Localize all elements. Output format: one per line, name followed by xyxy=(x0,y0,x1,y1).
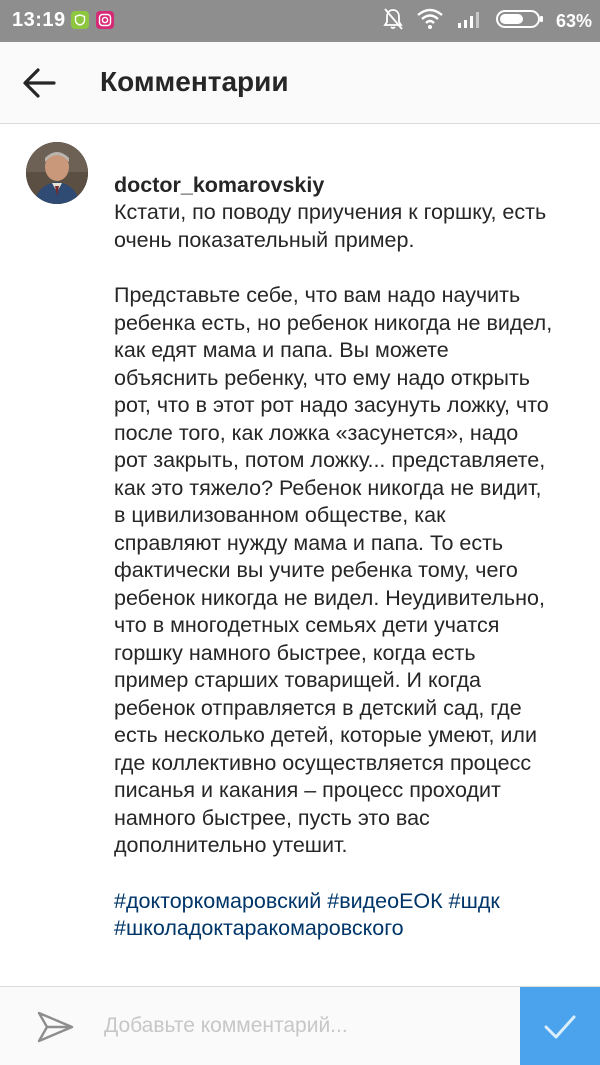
header xyxy=(0,42,600,124)
comment-intro: Кстати, по поводу приучения к горшку, есть очень показательный пример. xyxy=(114,200,547,252)
submit-comment-button[interactable] xyxy=(520,987,600,1065)
avatar[interactable] xyxy=(26,142,88,204)
hashtag-link[interactable]: #видеоЕОК xyxy=(327,888,443,913)
checkmark-icon xyxy=(540,1009,580,1045)
status-bar xyxy=(0,0,600,42)
paragraph-gap xyxy=(114,254,554,282)
instagram-icon xyxy=(96,11,114,29)
comment-compose-bar xyxy=(0,986,600,1065)
shield-icon xyxy=(71,11,89,29)
comment-text xyxy=(114,144,554,943)
wifi-icon xyxy=(416,8,444,35)
hashtag-link[interactable]: #шдк xyxy=(448,888,500,913)
back-arrow-icon xyxy=(20,63,60,103)
hashtag-list xyxy=(114,888,554,943)
battery-percent: 63% xyxy=(555,10,592,31)
back-button[interactable] xyxy=(20,63,60,103)
comment-input[interactable] xyxy=(104,1001,504,1051)
mute-icon xyxy=(382,7,404,36)
comment-list[interactable] xyxy=(0,124,600,986)
page-title: Комментарии xyxy=(100,66,289,97)
send-icon[interactable] xyxy=(36,1007,76,1047)
status-time: 13:19 xyxy=(12,9,66,31)
paragraph-gap xyxy=(114,860,554,888)
comment-body-text: Представьте себе, что вам надо научить ребенка есть, но ребенок никогда не видел, как едят мама и папа. Вы можете объяснить ребенку, что ему надо открыть рот, что в этот рот надо засунуть ложку, что после того, как ложка «засунется», надо рот закрыть, потом ложку... представляете, как это тяжело? Ребенок никогда не видит, в цивилизованном обществе, как справляют нужду мама и папа. То есть фактически вы учите ребенка тому, чего ребенок никогда не видел. Неудивительно, что в многодетных семьях дети учатся горшку намного быстрее, когда есть пример старших товарищей. И когда ребенок отправляется в детский сад, где есть несколько детей, которые умеют, или где коллективно осуществляется процесс писанья и какания – процесс проходит намного быстрее, пусть это вас дополнительно утешит. xyxy=(114,283,553,857)
battery-icon xyxy=(496,8,544,35)
status-icons xyxy=(382,8,592,34)
comment-username[interactable]: doctor_komarovskiy xyxy=(114,172,325,197)
hashtag-link[interactable]: #школадоктаракомаровского xyxy=(114,916,404,940)
signal-icon xyxy=(456,9,484,34)
hashtag-link[interactable]: #докторкомаровский xyxy=(114,888,322,913)
